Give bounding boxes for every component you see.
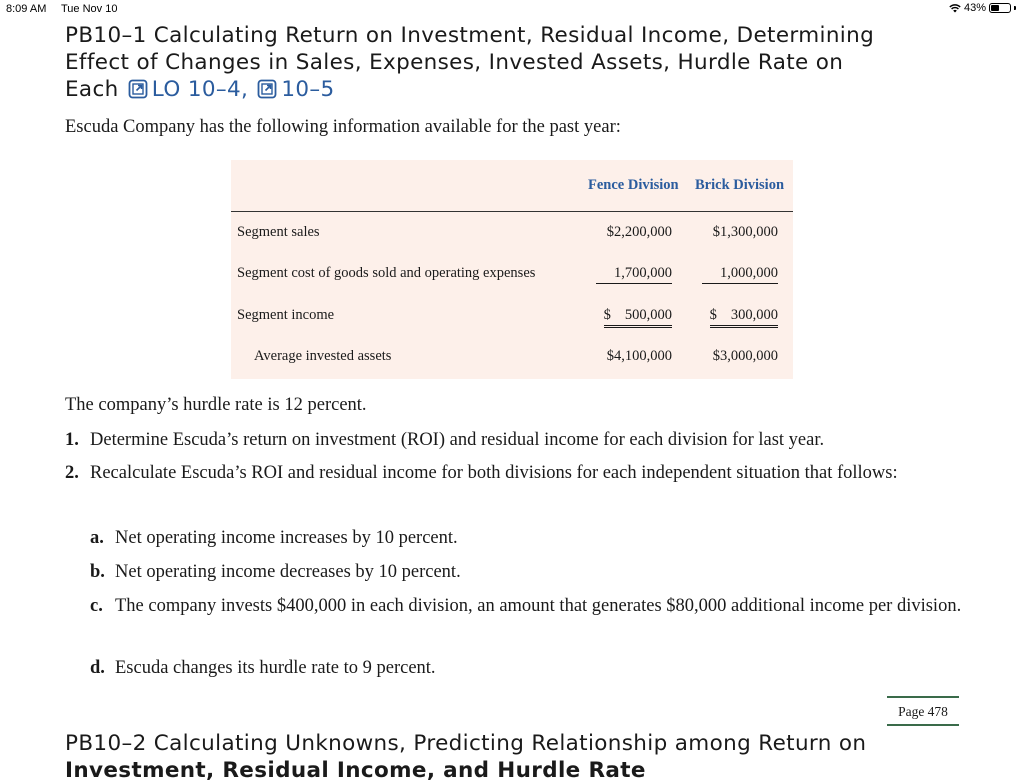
header-rule (231, 211, 793, 212)
problem-title (65, 22, 965, 103)
cell-costs-fence: 1,700,000 (596, 265, 672, 284)
sub-question-letter: d. (90, 658, 105, 678)
cell-income-fence-value: 500,000 (624, 307, 672, 323)
question-text: Recalculate Escuda’s ROI and residual income for both divisions for each independent situation that follows: (90, 463, 898, 483)
title-line-2: Effect of Changes in Sales, Expenses, Invested Assets, Hurdle Rate on (65, 50, 844, 75)
sub-question-letter: c. (90, 596, 103, 616)
question-1 (65, 426, 925, 455)
title-each: Each (65, 77, 119, 102)
intro-text: Escuda Company has the following information available for the past year: (65, 117, 621, 137)
row-label-sales: Segment sales (237, 224, 320, 240)
cell-income-brick (710, 307, 778, 328)
sub-question-text: The company invests $400,000 in each division, an amount that generates $80,000 additional income per division. (115, 596, 962, 616)
status-date: Tue Nov 10 (61, 3, 118, 15)
battery-percent: 43% (963, 2, 986, 14)
row-label-income: Segment income (237, 307, 335, 323)
next-problem-title-line-2: Investment, Residual Income, and Hurdle Rate (65, 758, 646, 783)
status-time: 8:09 AM (6, 3, 47, 15)
status-indicators (949, 2, 1016, 14)
sub-question-letter: b. (90, 562, 105, 582)
col-header-brick: Brick Division (695, 177, 785, 193)
cell-sales-brick: $1,300,000 (712, 224, 778, 240)
external-link-icon (128, 79, 148, 99)
next-problem-title: PB10–2 Calculating Unknowns, Predicting Relationship among Return on (65, 731, 867, 756)
title-line-1: PB10–1 Calculating Return on Investment, Residual Income, Determining (65, 23, 875, 48)
question-number: 1. (65, 430, 79, 450)
cell-assets-fence: $4,100,000 (606, 348, 672, 364)
sub-question-text: Net operating income increases by 10 percent. (115, 528, 458, 548)
battery-tip (1014, 6, 1016, 10)
lo-link-10-4[interactable] (126, 77, 248, 102)
row-label-assets: Average invested assets (254, 348, 392, 364)
cell-income-brick-value: 300,000 (730, 307, 778, 323)
sub-question-c (90, 592, 965, 621)
cell-assets-brick: $3,000,000 (712, 348, 778, 364)
page-marker: Page 478 (887, 696, 959, 726)
cell-sales-fence: $2,200,000 (606, 224, 672, 240)
lo-link-10-5[interactable] (255, 77, 334, 102)
battery-level (991, 5, 999, 11)
row-label-costs: Segment cost of goods sold and operating expenses (237, 265, 536, 281)
wifi-icon (949, 3, 961, 13)
sub-question-b (90, 558, 965, 587)
question-number: 2. (65, 463, 79, 483)
sub-question-d (90, 654, 965, 683)
division-table (231, 160, 793, 379)
sub-question-letter: a. (90, 528, 104, 548)
cell-costs-brick: 1,000,000 (702, 265, 778, 284)
dollar-sign: $ (709, 307, 717, 323)
battery-icon (989, 3, 1011, 13)
question-text: Determine Escuda’s return on investment (ROI) and residual income for each division for last year. (90, 430, 825, 450)
sub-question-text: Escuda changes its hurdle rate to 9 percent. (115, 658, 436, 678)
sub-question-a (90, 524, 965, 553)
dollar-sign: $ (603, 307, 611, 323)
question-2 (65, 459, 910, 488)
lo-link-10-5-label: 10–5 (281, 77, 335, 102)
external-link-icon (257, 79, 277, 99)
hurdle-rate-text: The company’s hurdle rate is 12 percent. (65, 395, 367, 415)
col-header-fence: Fence Division (588, 177, 679, 193)
cell-income-fence (604, 307, 672, 328)
lo-link-10-4-label: LO 10–4, (151, 77, 249, 102)
sub-question-text: Net operating income decreases by 10 percent. (115, 562, 461, 582)
status-bar (0, 0, 1024, 18)
